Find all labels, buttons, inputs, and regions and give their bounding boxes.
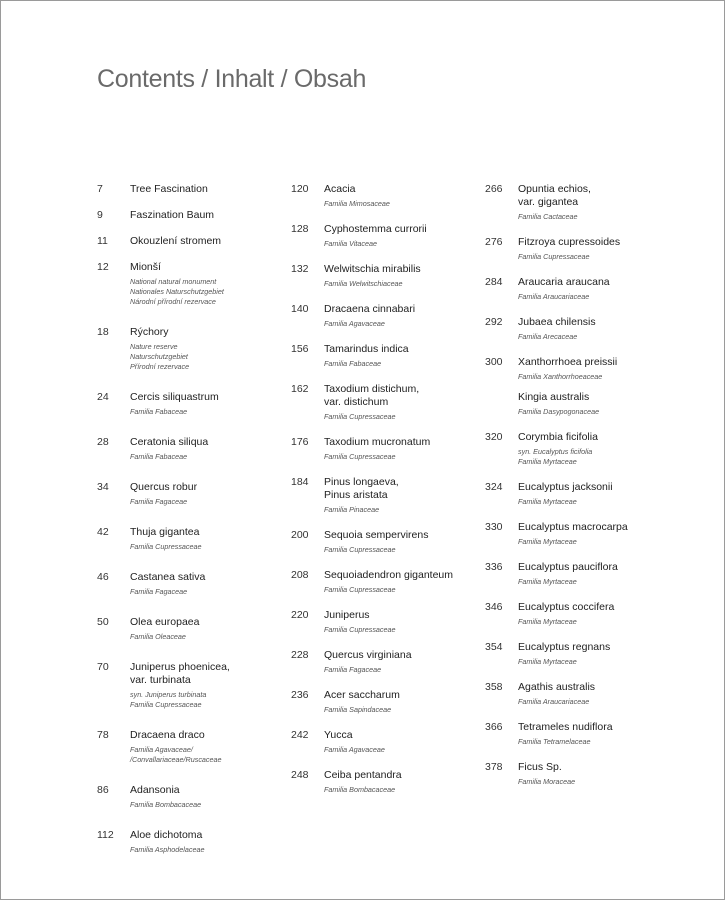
entry-title: Eucalyptus macrocarpa (518, 521, 628, 533)
entry-title: Acacia (324, 183, 356, 195)
page-number: 70 (97, 661, 109, 673)
entry-title: Agathis australis (518, 681, 596, 693)
entry-title: Okouzlení stromem (130, 235, 222, 247)
page-number: 162 (291, 383, 309, 395)
page-number: 11 (97, 235, 108, 247)
entry-title: Taxodium distichum, (324, 383, 420, 395)
toc-entry[interactable] (291, 476, 481, 515)
toc-entry[interactable] (485, 236, 675, 262)
toc-entry[interactable] (485, 316, 675, 342)
entry-subtitle: Familia Myrtaceae (518, 577, 577, 586)
page-number: 132 (291, 263, 309, 275)
entry-subtitle: Familia Cupressaceae (324, 585, 396, 594)
entry-subtitle: Familia Cupressaceae (324, 545, 396, 554)
entry-title: Opuntia echios, (518, 183, 591, 195)
toc-entry[interactable] (97, 784, 287, 810)
entry-subtitle: Familia Myrtaceae (518, 457, 577, 466)
entry-title: Pinus aristata (324, 489, 388, 501)
page-number: 358 (485, 681, 503, 693)
toc-entry[interactable] (291, 436, 481, 462)
toc-entry[interactable] (291, 263, 481, 289)
toc-entry[interactable] (291, 769, 481, 795)
entry-title: Quercus virginiana (324, 649, 412, 661)
toc-entry[interactable] (291, 223, 481, 249)
entry-subtitle: Familia Tetramelaceae (518, 737, 591, 746)
page-number: 200 (291, 529, 309, 541)
entry-subtitle: Familia Araucariaceae (518, 292, 590, 301)
entry-title: Sequoiadendron giganteum (324, 569, 454, 581)
entry-title: var. turbinata (130, 674, 191, 686)
page-number: 300 (485, 356, 503, 368)
page-number: 42 (97, 526, 109, 538)
entry-subtitle: Familia Cupressaceae (324, 412, 396, 421)
page-number: 330 (485, 521, 503, 533)
entry-title: Juniperus phoenicea, (130, 661, 230, 673)
entry-title: Tamarindus indica (324, 343, 409, 355)
entry-title: Fitzroya cupressoides (518, 236, 621, 248)
entry-title: Welwitschia mirabilis (324, 263, 421, 275)
page-number: 292 (485, 316, 503, 328)
entry-subtitle: Naturschutzgebiet (130, 352, 188, 361)
toc-entry[interactable] (97, 235, 287, 248)
entry-title: Araucaria araucana (518, 276, 610, 288)
toc-entry[interactable] (485, 356, 675, 382)
entry-subtitle: Familia Oleaceae (130, 632, 186, 641)
toc-entry[interactable] (485, 641, 675, 667)
page-number: 236 (291, 689, 309, 701)
toc-entry[interactable] (97, 829, 287, 855)
entry-subtitle: Familia Fabaceae (324, 359, 382, 368)
page-number: 112 (97, 829, 114, 841)
entry-subtitle: Přírodní rezervace (130, 362, 190, 371)
page-number: 9 (97, 209, 103, 221)
toc-entry[interactable] (97, 526, 287, 552)
entry-title: Ficus Sp. (518, 761, 562, 773)
entry-subtitle: Familia Vitaceae (324, 239, 378, 248)
page-number: 120 (291, 183, 309, 195)
entry-title: Olea europaea (130, 616, 200, 628)
page-number: 220 (291, 609, 309, 621)
entry-title: Eucalyptus pauciflora (518, 561, 618, 573)
page-number: 366 (485, 721, 503, 733)
entry-subtitle: Nature reserve (130, 342, 178, 351)
page-number: 12 (97, 261, 109, 273)
entry-subtitle: syn. Eucalyptus ficifolia (518, 447, 593, 456)
page-number: 346 (485, 601, 503, 613)
page-number: 176 (291, 436, 309, 448)
page-number: 86 (97, 784, 109, 796)
toc-entry[interactable] (97, 616, 287, 642)
entry-subtitle: Familia Cupressaceae (130, 700, 202, 709)
entry-subtitle: Familia Agavaceae (324, 745, 385, 754)
toc-entry[interactable] (291, 649, 481, 675)
entry-subtitle: Familia Cupressaceae (130, 542, 202, 551)
entry-subtitle: Familia Agavaceae/ (130, 745, 193, 754)
page-number: 24 (97, 391, 109, 403)
page-number: 228 (291, 649, 309, 661)
page-number: 378 (485, 761, 503, 773)
toc-entry[interactable] (485, 561, 675, 587)
entry-subtitle: Familia Myrtaceae (518, 657, 577, 666)
toc-entry[interactable] (485, 183, 675, 222)
entry-subtitle: Familia Xanthorrhoeaceae (518, 372, 603, 381)
entry-subtitle: Familia Fabaceae (130, 407, 188, 416)
entry-subtitle: Familia Bombacaceae (324, 785, 396, 794)
toc-entry[interactable] (291, 729, 481, 755)
entry-subtitle: Familia Myrtaceae (518, 537, 577, 546)
toc-entry[interactable] (97, 729, 287, 765)
toc-entry[interactable] (485, 681, 675, 707)
toc-entry[interactable] (97, 481, 287, 507)
page-number: 140 (291, 303, 309, 315)
page-number: 208 (291, 569, 309, 581)
entry-title: Aloe dichotoma (130, 829, 203, 841)
entry-subtitle: Familia Fagaceae (130, 587, 188, 596)
entry-subtitle: National natural monument (130, 277, 217, 286)
entry-subtitle: Familia Fagaceae (130, 497, 188, 506)
entry-subtitle: Familia Mimosaceae (324, 199, 390, 208)
entry-title: Mionší (130, 261, 161, 273)
page-number: 324 (485, 481, 503, 493)
entry-subtitle: /Convallariaceae/Ruscaceae (130, 755, 222, 764)
toc-entry[interactable] (291, 529, 481, 555)
entry-title: Faszination Baum (130, 209, 215, 221)
entry-title: Jubaea chilensis (518, 316, 596, 328)
page-number: 184 (291, 476, 309, 488)
toc-entry[interactable] (485, 276, 675, 302)
page-number: 156 (291, 343, 309, 355)
page-number: 242 (291, 729, 309, 741)
entry-subtitle: Familia Welwitschiaceae (324, 279, 403, 288)
entry-subtitle: Familia Dasypogonaceae (518, 407, 600, 416)
entry-title: Acer saccharum (324, 689, 400, 701)
entry-title: Ceiba pentandra (324, 769, 402, 781)
entry-subtitle: Familia Pinaceae (324, 505, 380, 514)
entry-subtitle: Familia Arecaceae (518, 332, 578, 341)
toc-entry[interactable] (485, 721, 675, 747)
toc-entry[interactable] (291, 383, 481, 422)
page-number: 46 (97, 571, 109, 583)
entry-title: Juniperus (324, 609, 370, 621)
entry-title: Thuja gigantea (130, 526, 200, 538)
page-number: 50 (97, 616, 109, 628)
entry-subtitle: Národní přírodní rezervace (130, 297, 216, 306)
toc-entry[interactable] (97, 261, 287, 307)
page-number: 320 (485, 431, 503, 443)
entry-subtitle: Familia Fabaceae (130, 452, 188, 461)
entry-title: Tree Fascination (130, 183, 208, 195)
entry-title: Taxodium mucronatum (324, 436, 431, 448)
entry-subtitle: Familia Araucariaceae (518, 697, 590, 706)
entry-subtitle: Familia Myrtaceae (518, 497, 577, 506)
page-number: 7 (97, 183, 103, 195)
page-number: 284 (485, 276, 503, 288)
entry-title: var. distichum (324, 396, 389, 408)
toc-entry[interactable] (485, 601, 675, 627)
toc-entry[interactable] (291, 609, 481, 635)
entry-title: Eucalyptus regnans (518, 641, 611, 653)
entry-subtitle: Familia Bombacaceae (130, 800, 202, 809)
page-number: 354 (485, 641, 503, 653)
toc-entry[interactable] (291, 343, 481, 369)
page-number: 336 (485, 561, 503, 573)
toc-entry[interactable] (97, 661, 287, 710)
entry-title: Dracaena cinnabari (324, 303, 416, 315)
entry-subtitle: Familia Cupressaceae (324, 452, 396, 461)
entry-subtitle: Familia Cupressaceae (324, 625, 396, 634)
entry-subtitle: Familia Fagaceae (324, 665, 382, 674)
entry-title: Ceratonia siliqua (130, 436, 209, 448)
entry-subtitle: Familia Agavaceae (324, 319, 385, 328)
toc-entry[interactable] (485, 481, 675, 507)
entry-title: Castanea sativa (130, 571, 206, 583)
page-number: 18 (97, 326, 109, 338)
toc-entry[interactable] (97, 391, 287, 417)
page-number: 266 (485, 183, 503, 195)
toc-entry[interactable] (485, 521, 675, 547)
entry-title: var. gigantea (518, 196, 579, 208)
toc-entry[interactable] (97, 183, 287, 196)
entry-title: Pinus longaeva, (324, 476, 399, 488)
entry-title: Cercis siliquastrum (130, 391, 219, 403)
entry-title: Dracaena draco (130, 729, 205, 741)
entry-title: Xanthorrhoea preissii (518, 356, 618, 368)
toc-entry[interactable] (97, 436, 287, 462)
entry-title: Tetrameles nudiflora (518, 721, 613, 733)
entry-subtitle: Familia Moraceae (518, 777, 576, 786)
entry-subtitle: Familia Sapindaceae (324, 705, 392, 714)
entry-title: Adansonia (130, 784, 180, 796)
entry-title: Eucalyptus jacksonii (518, 481, 613, 493)
entry-subtitle: syn. Juniperus turbinata (130, 690, 207, 699)
entry-title: Rýchory (130, 326, 169, 338)
toc-entry[interactable] (291, 689, 481, 715)
entry-title: Sequoia sempervirens (324, 529, 429, 541)
entry-subtitle: Familia Myrtaceae (518, 617, 577, 626)
entry-title: Kingia australis (518, 391, 590, 403)
toc-entry[interactable] (291, 569, 481, 595)
toc-entry[interactable] (291, 303, 481, 329)
toc-entry[interactable] (97, 571, 287, 597)
page-number: 34 (97, 481, 109, 493)
entry-title: Quercus robur (130, 481, 198, 493)
page-number: 248 (291, 769, 309, 781)
toc-entry[interactable] (485, 431, 675, 467)
page-number: 28 (97, 436, 109, 448)
entry-title: Yucca (324, 729, 353, 741)
page-number: 128 (291, 223, 309, 235)
contents-column-1 (97, 183, 287, 855)
entry-title: Cyphostemma currorii (324, 223, 427, 235)
entry-title: Eucalyptus coccifera (518, 601, 615, 613)
entry-subtitle: Familia Cactaceae (518, 212, 578, 221)
toc-entry[interactable] (291, 183, 481, 209)
contents-column-2 (291, 183, 481, 795)
entry-subtitle: Familia Asphodelaceae (130, 845, 205, 854)
entry-title: Corymbia ficifolia (518, 431, 598, 443)
toc-entry[interactable] (485, 761, 675, 787)
page-number: 78 (97, 729, 109, 741)
page-title: Contents / Inhalt / Obsah (97, 65, 367, 93)
toc-entry[interactable] (97, 209, 287, 222)
entry-subtitle: Nationales Naturschutzgebiet (130, 287, 224, 296)
contents-column-3 (485, 183, 675, 787)
toc-entry[interactable] (97, 326, 287, 372)
entry-subtitle: Familia Cupressaceae (518, 252, 590, 261)
page-number: 276 (485, 236, 503, 248)
toc-entry[interactable] (485, 391, 675, 417)
